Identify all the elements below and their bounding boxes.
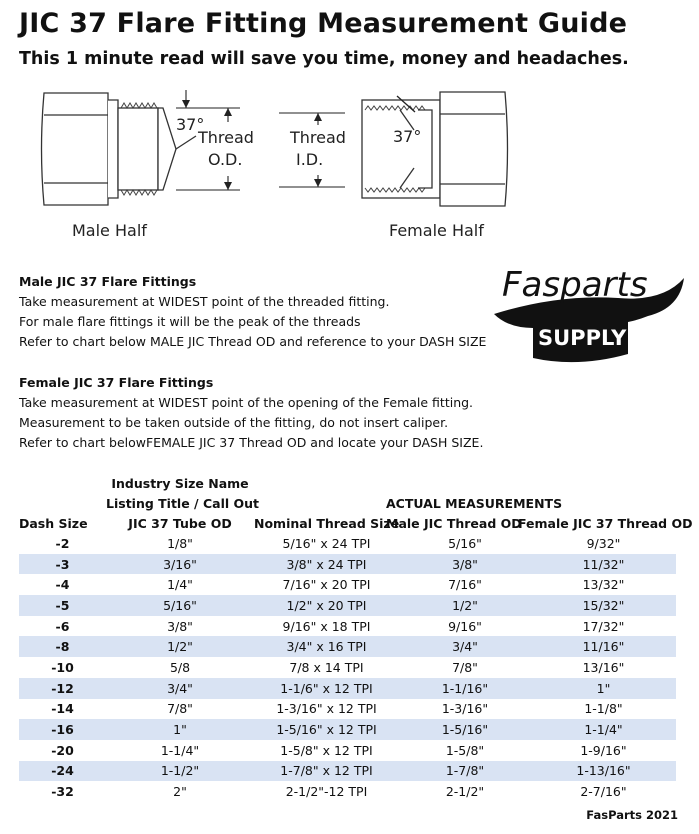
- table-cell: -24: [19, 761, 106, 782]
- table-cell: 9/16" x 18 TPI: [254, 616, 399, 637]
- table-cell: 1-7/8": [399, 761, 531, 782]
- table-cell: 1-5/8": [399, 740, 531, 761]
- table-cell: 5/16": [399, 533, 531, 554]
- footer-credit: FasParts 2021: [586, 808, 678, 822]
- table-cell: 1/2" x 20 TPI: [254, 595, 399, 616]
- table-cell: 1-9/16": [531, 740, 676, 761]
- table-cell: 13/32": [531, 574, 676, 595]
- table-cell: 3/4": [106, 678, 254, 699]
- table-cell: 7/16" x 20 TPI: [254, 574, 399, 595]
- male-instructions: [19, 272, 486, 352]
- table-cell: 1-5/16" x 12 TPI: [254, 719, 399, 740]
- table-row: [19, 740, 676, 761]
- table-cell: 1-1/8": [531, 699, 676, 720]
- table-cell: -4: [19, 574, 106, 595]
- table-row: [19, 678, 676, 699]
- table-cell: -10: [19, 657, 106, 678]
- table-cell: 1-1/6" x 12 TPI: [254, 678, 399, 699]
- page-subtitle: This 1 minute read will save you time, money and headaches.: [19, 49, 629, 69]
- female-angle-label: 37°: [393, 127, 422, 146]
- table-cell: 13/16": [531, 657, 676, 678]
- table-row: [19, 699, 676, 720]
- page-title: JIC 37 Flare Fitting Measurement Guide: [19, 8, 628, 39]
- male-line: Take measurement at WIDEST point of the threaded fitting.: [19, 294, 390, 309]
- table-cell: 5/16": [106, 595, 254, 616]
- female-measure-label-2: I.D.: [296, 150, 324, 169]
- table-row: [19, 781, 676, 802]
- table-cell: 3/16": [106, 554, 254, 575]
- table-row: [19, 761, 676, 782]
- table-cell: -3: [19, 554, 106, 575]
- table-cell: 7/16": [399, 574, 531, 595]
- table-row: [19, 533, 676, 554]
- male-measure-label-2: O.D.: [208, 150, 243, 169]
- table-cell: 3/4" x 16 TPI: [254, 636, 399, 657]
- table-cell: 1-7/8" x 12 TPI: [254, 761, 399, 782]
- table-cell: 2-1/2": [399, 781, 531, 802]
- table-cell: 1-1/2": [106, 761, 254, 782]
- table-cell: 1-3/16" x 12 TPI: [254, 699, 399, 720]
- table-cell: 3/8" x 24 TPI: [254, 554, 399, 575]
- male-measure-label-1: Thread: [198, 128, 254, 147]
- table-cell: -6: [19, 616, 106, 637]
- actual-measurements-header: ACTUAL MEASUREMENTS: [386, 496, 563, 511]
- table-cell: 5/16" x 24 TPI: [254, 533, 399, 554]
- male-line: For male flare fittings it will be the peak of the threads: [19, 314, 361, 329]
- table-cell: 2-1/2"-12 TPI: [254, 781, 399, 802]
- fitting-diagram: [0, 82, 699, 247]
- table-cell: 1": [106, 719, 254, 740]
- table-cell: 1/8": [106, 533, 254, 554]
- female-line: Measurement to be taken outside of the fitting, do not insert caliper.: [19, 415, 449, 430]
- col-header-female-thread-od: Female JIC 37 Thread OD: [518, 516, 693, 531]
- female-half-caption: Female Half: [389, 221, 484, 240]
- table-cell: 1-1/4": [531, 719, 676, 740]
- table-cell: 1-13/16": [531, 761, 676, 782]
- table-cell: 1-1/16": [399, 678, 531, 699]
- table-cell: 2-7/16": [531, 781, 676, 802]
- table-cell: -2: [19, 533, 106, 554]
- table-cell: 9/32": [531, 533, 676, 554]
- table-cell: 1-5/8" x 12 TPI: [254, 740, 399, 761]
- table-row: [19, 636, 676, 657]
- male-half-caption: Male Half: [72, 221, 147, 240]
- table-cell: 7/8 x 14 TPI: [254, 657, 399, 678]
- table-cell: -32: [19, 781, 106, 802]
- table-cell: -16: [19, 719, 106, 740]
- female-line: Refer to chart belowFEMALE JIC 37 Thread OD and locate your DASH SIZE.: [19, 435, 484, 450]
- table-row: [19, 616, 676, 637]
- table-cell: 1-1/4": [106, 740, 254, 761]
- table-cell: 1/4": [106, 574, 254, 595]
- fasparts-logo: [488, 250, 688, 372]
- table-cell: -20: [19, 740, 106, 761]
- col-header-male-thread-od: Male JIC Thread OD: [386, 516, 522, 531]
- table-cell: -5: [19, 595, 106, 616]
- table-cell: -8: [19, 636, 106, 657]
- table-cell: 3/4": [399, 636, 531, 657]
- table-row: [19, 595, 676, 616]
- table-cell: 11/16": [531, 636, 676, 657]
- male-heading: Male JIC 37 Flare Fittings: [19, 274, 197, 289]
- table-cell: 17/32": [531, 616, 676, 637]
- table-cell: 7/8": [399, 657, 531, 678]
- table-cell: -14: [19, 699, 106, 720]
- table-row: [19, 574, 676, 595]
- col-header-nominal-thread: Nominal Thread Size: [254, 516, 400, 531]
- male-angle-label: 37°: [176, 115, 205, 134]
- table-cell: 3/8": [106, 616, 254, 637]
- industry-header-line1: Industry Size Name: [111, 476, 249, 491]
- table-cell: 1/2": [399, 595, 531, 616]
- table-cell: 1-3/16": [399, 699, 531, 720]
- female-measure-label-1: Thread: [290, 128, 346, 147]
- female-instructions: [19, 373, 483, 453]
- table-cell: 11/32": [531, 554, 676, 575]
- col-header-dash-size: Dash Size: [19, 516, 88, 531]
- table-cell: 5/8: [106, 657, 254, 678]
- table-row: [19, 719, 676, 740]
- table-cell: -12: [19, 678, 106, 699]
- female-heading: Female JIC 37 Flare Fittings: [19, 375, 214, 390]
- table-cell: 1/2": [106, 636, 254, 657]
- dash-size-table: [19, 533, 676, 802]
- logo-script-text: Fasparts: [502, 265, 648, 305]
- table-cell: 7/8": [106, 699, 254, 720]
- table-cell: 1": [531, 678, 676, 699]
- female-line: Take measurement at WIDEST point of the opening of the Female fitting.: [19, 395, 474, 410]
- male-line: Refer to chart below MALE JIC Thread OD and reference to your DASH SIZE: [19, 334, 487, 349]
- logo-block-text: SUPPLY CO.: [538, 326, 675, 350]
- industry-header-line2: Listing Title / Call Out: [106, 496, 259, 511]
- table-cell: 1-5/16": [399, 719, 531, 740]
- male-fitting-illustration: [42, 93, 197, 205]
- female-fitting-illustration: [362, 92, 508, 206]
- table-row: [19, 554, 676, 575]
- col-header-tube-od: JIC 37 Tube OD: [128, 516, 232, 531]
- table-row: [19, 657, 676, 678]
- table-cell: 15/32": [531, 595, 676, 616]
- table-cell: 3/8": [399, 554, 531, 575]
- table-cell: 2": [106, 781, 254, 802]
- table-cell: 9/16": [399, 616, 531, 637]
